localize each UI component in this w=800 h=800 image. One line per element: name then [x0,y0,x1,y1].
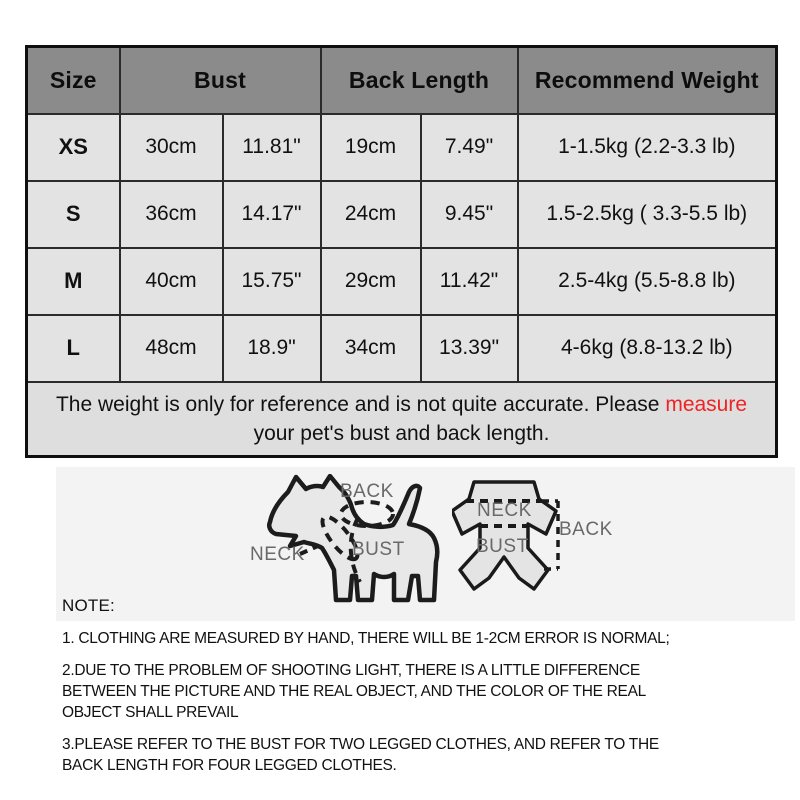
cell-back-in: 7.49" [421,114,518,181]
table-row-l [27,315,777,382]
note-item-2 [62,660,762,723]
dog-back-label: BACK [340,481,394,502]
note-line: BACK LENGTH FOR FOUR LEGGED CLOTHES. [62,757,397,774]
header-size: Size [27,47,120,114]
table-row-xs [27,114,777,181]
cell-weight: 4-6kg (8.8-13.2 lb) [518,315,777,382]
cell-size: L [27,315,120,382]
cell-bust-cm: 48cm [120,315,223,382]
cell-bust-in: 18.9" [223,315,321,382]
cell-weight: 1.5-2.5kg ( 3.3-5.5 lb) [518,181,777,248]
cell-bust-cm: 40cm [120,248,223,315]
cell-back-cm: 34cm [321,315,421,382]
size-table [25,45,778,458]
note-item-1 [62,628,762,649]
cell-size: S [27,181,120,248]
cell-bust-cm: 30cm [120,114,223,181]
footnote-line-1 [32,390,771,419]
footnote-row [27,382,777,457]
cell-back-in: 11.42" [421,248,518,315]
note-item-3 [62,734,762,776]
note-line: OBJECT SHALL PREVAIL [62,704,239,721]
note-line: 2.DUE TO THE PROBLEM OF SHOOTING LIGHT, THERE IS A LITTLE DIFFERENCE [62,662,640,679]
garment-neck-label: NECK [477,500,532,521]
footnote-highlight: measure [665,392,748,416]
cell-back-cm: 24cm [321,181,421,248]
dog-bust-label: BUST [352,539,405,560]
footnote-text: The weight is only for reference and is not quite accurate. Please [55,392,666,416]
cell-back-cm: 19cm [321,114,421,181]
garment-bust-label: BUST [476,536,529,557]
cell-size: XS [27,114,120,181]
note-line: BETWEEN THE PICTURE AND THE REAL OBJECT, AND THE COLOR OF THE REAL [62,683,646,700]
garment-back-label: BACK [559,519,613,540]
cell-bust-in: 15.75" [223,248,321,315]
cell-weight: 1-1.5kg (2.2-3.3 lb) [518,114,777,181]
size-table-header [27,47,777,114]
header-back-length: Back Length [321,47,518,114]
cell-back-in: 9.45" [421,181,518,248]
cell-bust-in: 11.81" [223,114,321,181]
notes-title: NOTE: [62,596,115,615]
footnote-line-2: your pet's bust and back length. [253,421,550,445]
cell-weight: 2.5-4kg (5.5-8.8 lb) [518,248,777,315]
cell-back-cm: 29cm [321,248,421,315]
header-row [27,47,777,114]
header-bust: Bust [120,47,321,114]
table-row-s [27,181,777,248]
dog-neck-label: NECK [250,544,305,565]
cell-bust-cm: 36cm [120,181,223,248]
size-table-body [27,114,777,382]
footnote-cell [27,382,777,457]
size-table-footnote [27,382,777,457]
table-row-m [27,248,777,315]
cell-size: M [27,248,120,315]
notes-section [62,596,762,787]
cell-bust-in: 14.17" [223,181,321,248]
note-line: 3.PLEASE REFER TO THE BUST FOR TWO LEGGED CLOTHES, AND REFER TO THE [62,736,659,753]
header-recommend-weight: Recommend Weight [518,47,777,114]
note-line: 1. CLOTHING ARE MEASURED BY HAND, THERE WILL BE 1-2CM ERROR IS NORMAL; [62,630,670,647]
cell-back-in: 13.39" [421,315,518,382]
